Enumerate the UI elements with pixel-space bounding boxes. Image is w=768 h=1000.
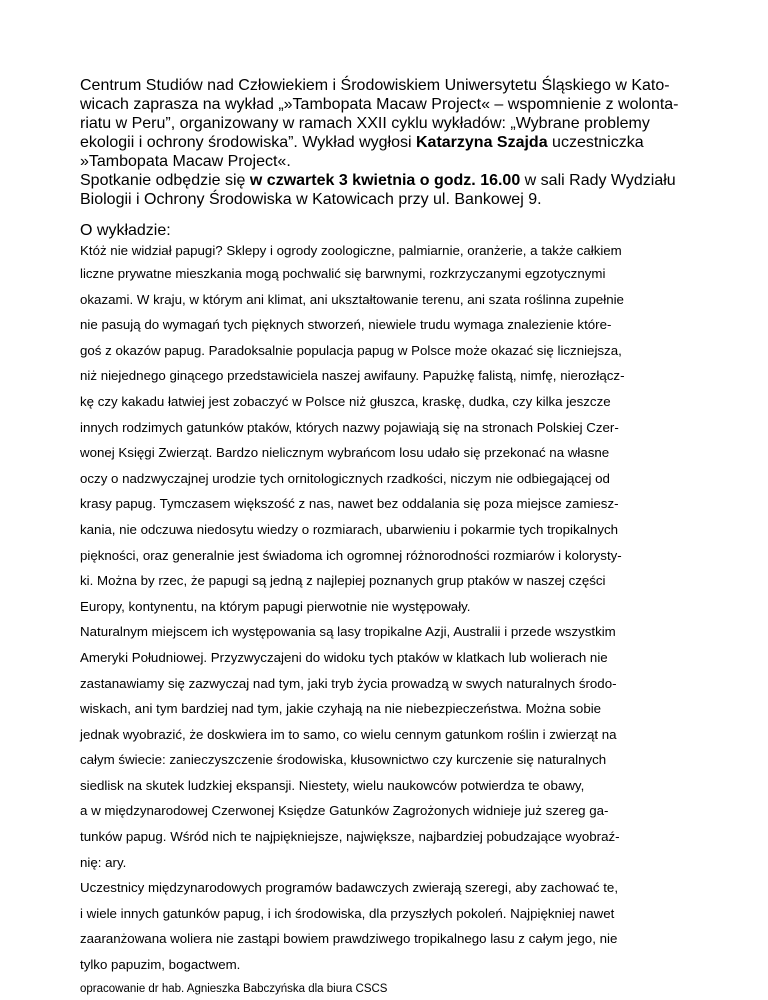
paragraph-line: całym świecie: zanieczyszczenie środowiska, kłusownictwo czy kurczenie się naturalnych bbox=[80, 752, 607, 768]
speaker-name: Katarzyna Szajda bbox=[415, 134, 548, 151]
announcement-text: w sali Rady Wydziału bbox=[520, 172, 676, 189]
announcement-line: wicach zaprasza na wykład „»Tambopata Macaw Project« – wspomnienie z wolonta- bbox=[80, 96, 679, 113]
paragraph-line: nię: ary. bbox=[80, 854, 127, 870]
paragraph-line: okazami. W kraju, w którym ani klimat, ani ukształtowanie terenu, ani szata roślinna zupełnie bbox=[80, 291, 624, 307]
paragraph-line: oczy o nadzwyczajnej urodzie tych ornitologicznych rzadkości, niczym nie odbiegającej od bbox=[80, 470, 610, 486]
paragraph-line: nie pasują do wymagań tych pięknych stworzeń, niewiele trudu wymaga znalezienie które- bbox=[80, 317, 612, 333]
paragraph-line: Naturalnym miejscem ich występowania są lasy tropikalne Azji, Australii i przede wszystkim bbox=[80, 624, 616, 640]
section-heading: O wykładzie: bbox=[80, 222, 171, 239]
document-page bbox=[80, 76, 690, 1000]
paragraph-line: Ameryki Południowej. Przyzwyczajeni do widoku tych ptaków w klatkach lub wolierach nie bbox=[80, 649, 608, 665]
paragraph-line: a w międzynarodowej Czerwonej Księdze Gatunków Zagrożonych widnieje już szereg ga- bbox=[80, 803, 609, 819]
paragraph-line: siedlisk na skutek ludzkiej ekspansji. Niestety, wielu naukowców potwierdza te obawy, bbox=[80, 777, 585, 793]
paragraph-line: tunków papug. Wśród nich te najpiękniejsze, największe, najbardziej pobudzające wyobraź- bbox=[80, 829, 620, 845]
paragraph-line: kę czy kakadu łatwiej jest zobaczyć w Polsce niż głuszca, kraskę, dudka, czy kilka jeszcze bbox=[80, 393, 611, 409]
announcement-line: Centrum Studiów nad Człowiekiem i Środowiskiem Uniwersytetu Śląskiego w Kato- bbox=[80, 77, 670, 94]
announcement-text: ekologii i ochrony środowiska”. Wykład wygłosi bbox=[80, 134, 416, 151]
paragraph-line: wonej Księgi Zwierząt. Bardzo nielicznym wybrańcom losu udało się przekonać na własne bbox=[80, 445, 610, 461]
announcement-line: riatu w Peru”, organizowany w ramach XXII cyklu wykładów: „Wybrane problemy bbox=[80, 115, 650, 132]
author-credit: opracowanie dr hab. Agnieszka Babczyńska dla biura CSCS bbox=[80, 982, 388, 995]
paragraph-line: kania, nie odczuwa niedosytu wiedzy o rozmiarach, ubarwieniu i pokarmie tych tropikalnych bbox=[80, 521, 619, 537]
paragraph-line: Uczestnicy międzynarodowych programów badawczych zwierają szeregi, aby zachować te, bbox=[80, 880, 619, 896]
paragraph-line: wiskach, ani tym bardziej nad tym, jakie czyhają na nie niebezpieczeństwa. Można sobie bbox=[80, 701, 602, 717]
paragraph-line: innych rodzimych gatunków ptaków, których nazwy pojawiają się na stronach Polskiej Czer- bbox=[80, 419, 619, 435]
event-datetime: w czwartek 3 kwietnia o godz. 16.00 bbox=[249, 172, 521, 189]
paragraph-line: i wiele innych gatunków papug, i ich środowiska, dla przyszłych pokoleń. Najpiękniej nawet bbox=[80, 905, 615, 921]
paragraph-line: niż niejednego ginącego przedstawiciela naszej awifauny. Papużkę falistą, nimfę, nierozłącz- bbox=[80, 368, 625, 384]
paragraph-line: Europy, kontynentu, na którym papugi pierwotnie nie występowały. bbox=[80, 598, 471, 614]
announcement-text: Spotkanie odbędzie się bbox=[80, 172, 250, 189]
announcement bbox=[80, 76, 690, 209]
announcement-line: Biologii i Ochrony Środowiska w Katowicach przy ul. Bankowej 9. bbox=[80, 191, 542, 208]
paragraph-line: tylko papuzim, bogactwem. bbox=[80, 957, 241, 973]
paragraph-line: jednak wyobrazić, że doskwiera im to samo, co wielu cennym gatunkom roślin i zwierząt na bbox=[80, 726, 617, 742]
lecture-description bbox=[80, 240, 690, 978]
paragraph-line: Któż nie widział papugi? Sklepy i ogrody zoologiczne, palmiarnie, oranżerie, a także całkiem bbox=[80, 243, 622, 258]
paragraph-line: piękności, oraz generalnie jest świadoma ich ogromnej różnorodności rozmiarów i kolorysty- bbox=[80, 547, 622, 563]
paragraph-line: liczne prywatne mieszkania mogą pochwalić się barwnymi, rozkrzyczanymi egzotycznymi bbox=[80, 266, 606, 281]
paragraph-line: zaaranżowana woliera nie zastąpi bowiem prawdziwego tropikalnego lasu z całym jego, nie bbox=[80, 931, 618, 947]
announcement-line: »Tambopata Macaw Project«. bbox=[80, 153, 291, 170]
paragraph-line: krasy papug. Tymczasem większość z nas, nawet bez oddalania się poza miejsce zamiesz- bbox=[80, 496, 619, 512]
announcement-text: uczestniczka bbox=[547, 134, 644, 151]
paragraph-line: zastanawiamy się zazwyczaj nad tym, jaki tryb życia prowadzą w swych naturalnych środo- bbox=[80, 675, 617, 691]
paragraph-line: goś z okazów papug. Paradoksalnie populacja papug w Polsce może okazać się liczniejsza, bbox=[80, 342, 622, 358]
announcement-line bbox=[80, 133, 690, 152]
announcement-line bbox=[80, 171, 690, 190]
paragraph-line: ki. Można by rzec, że papugi są jedną z najlepiej poznanych grup ptaków w naszej części bbox=[80, 573, 606, 589]
